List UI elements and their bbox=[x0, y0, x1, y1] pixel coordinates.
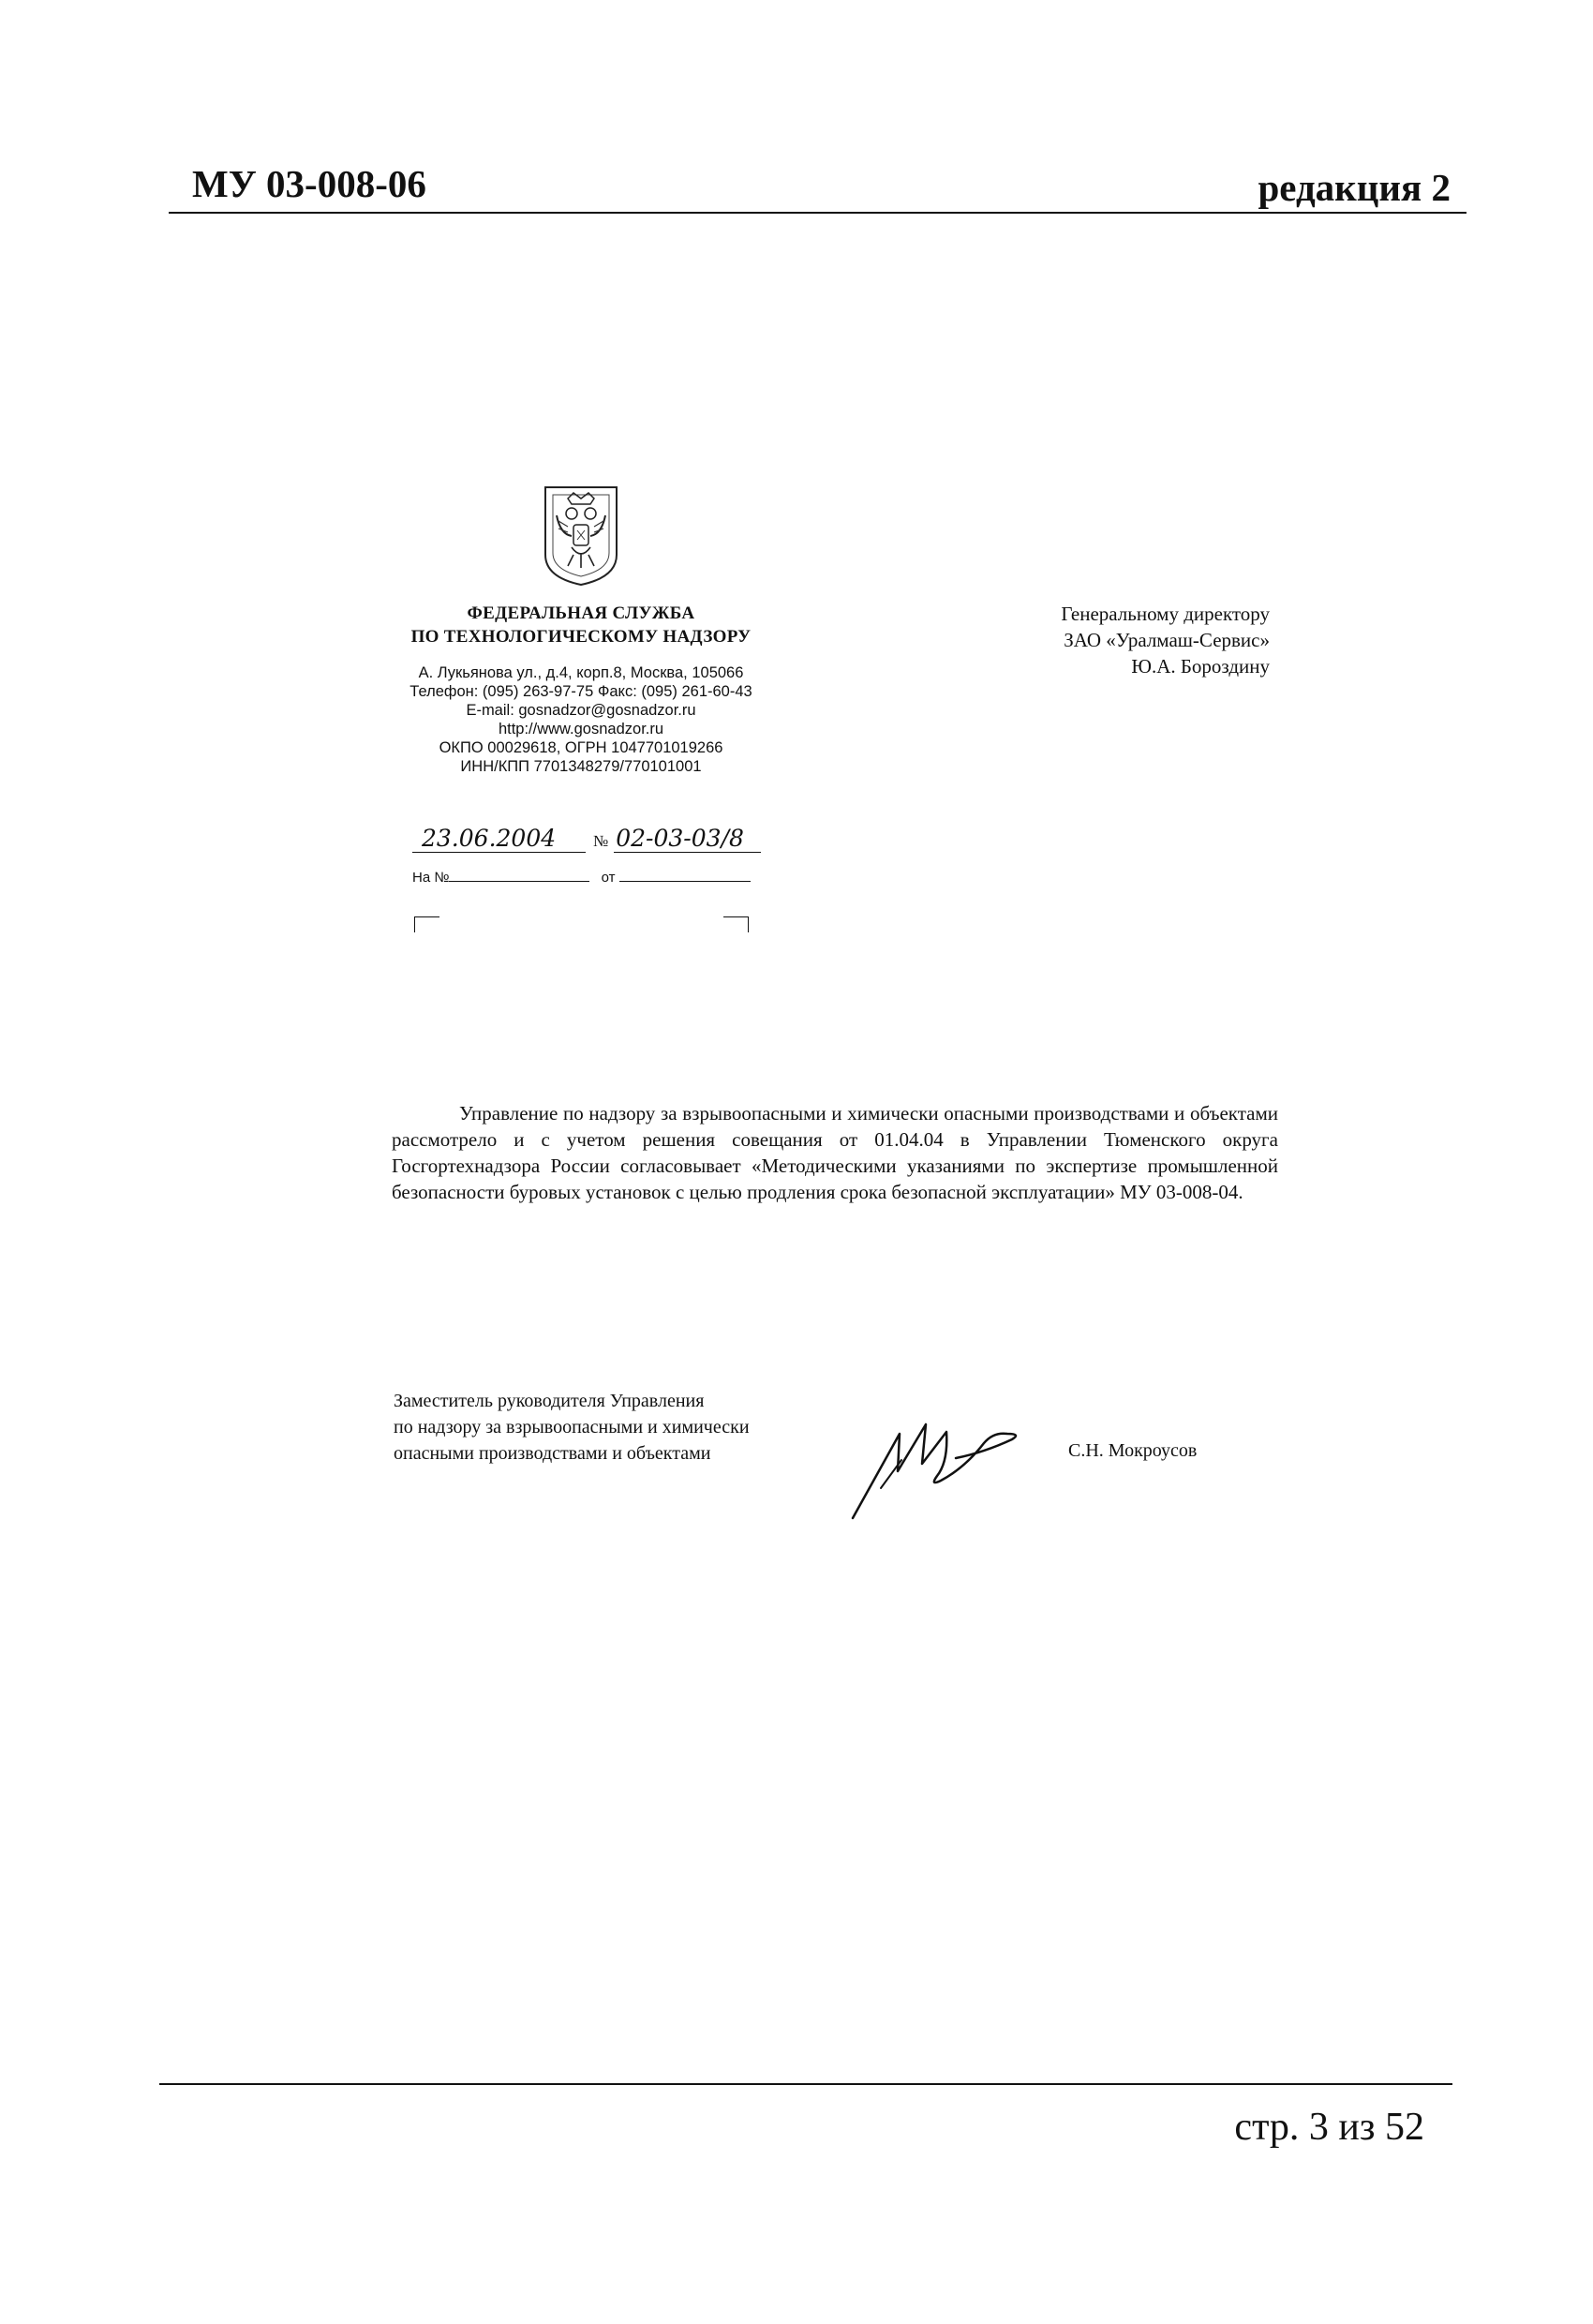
signer-position bbox=[394, 1388, 750, 1467]
org-inn-kpp: ИНН/КПП 7701348279/770101001 bbox=[460, 758, 702, 775]
document-code: МУ 03-008-06 bbox=[192, 162, 426, 205]
signer-name: С.Н. Мокроусов bbox=[1068, 1440, 1198, 1461]
org-email: E-mail: gosnadzor@gosnadzor.ru bbox=[466, 702, 696, 719]
organization-contacts bbox=[394, 663, 768, 776]
registration-line bbox=[412, 825, 768, 853]
letter-body: Управление по надзору за взрывоопасными и химически опасными производствами и объектами рассмотрело и с учетом решения совещания от 01.04.04 в Управлении Тюменского округа Госгортехнадзора России согласовывает «Методическими указаниями по экспертизе промышленной безопасности буровых установок с целью продления срока безопасной эксплуатации» МУ 03-008-04. bbox=[392, 1102, 1278, 1203]
org-name-line1: ФЕДЕРАЛЬНАЯ СЛУЖБА bbox=[467, 603, 695, 623]
edition-label: редакция 2 bbox=[1258, 166, 1451, 209]
header-rule bbox=[169, 212, 1466, 214]
reference-number-blank bbox=[449, 881, 589, 882]
reference-date-blank bbox=[619, 881, 751, 882]
addressee bbox=[1061, 601, 1270, 679]
signer-position-line2: по надзору за взрывоопасными и химически bbox=[394, 1417, 750, 1438]
reference-from-label: от bbox=[601, 870, 616, 886]
org-okpo-ogrn: ОКПО 00029618, ОГРН 1047701019266 bbox=[439, 739, 723, 756]
registration-number: 02-03-03/8 bbox=[614, 825, 761, 853]
reference-line bbox=[412, 870, 751, 886]
coat-of-arms-emblem-icon bbox=[540, 480, 622, 587]
addressee-line1: Генеральному директору bbox=[1061, 603, 1270, 625]
registration-date: 23.06.2004 bbox=[412, 825, 586, 853]
org-phone-fax: Телефон: (095) 263-97-75 Факс: (095) 261-60-43 bbox=[409, 683, 752, 700]
org-name-line2: ПО ТЕХНОЛОГИЧЕСКОМУ НАДЗОРУ bbox=[410, 627, 752, 647]
addressee-line3: Ю.А. Бороздину bbox=[1131, 655, 1270, 678]
registration-number-label: № bbox=[593, 832, 609, 850]
signer-position-line1: Заместитель руководителя Управления bbox=[394, 1391, 705, 1411]
addressee-line2: ЗАО «Уралмаш-Сервис» bbox=[1064, 629, 1270, 651]
footer-rule bbox=[159, 2083, 1452, 2085]
address-corner-right bbox=[723, 916, 749, 932]
org-website: http://www.gosnadzor.ru bbox=[498, 721, 664, 737]
org-address: А. Лукьянова ул., д.4, корп.8, Москва, 105066 bbox=[418, 664, 744, 681]
signer-position-line3: опасными производствами и объектами bbox=[394, 1443, 711, 1464]
organization-name bbox=[394, 602, 768, 648]
reference-number-label: На № bbox=[412, 870, 450, 886]
handwritten-signature-icon bbox=[843, 1406, 1031, 1523]
page-number: стр. 3 из 52 bbox=[1234, 2106, 1424, 2149]
address-corner-left bbox=[414, 916, 439, 932]
